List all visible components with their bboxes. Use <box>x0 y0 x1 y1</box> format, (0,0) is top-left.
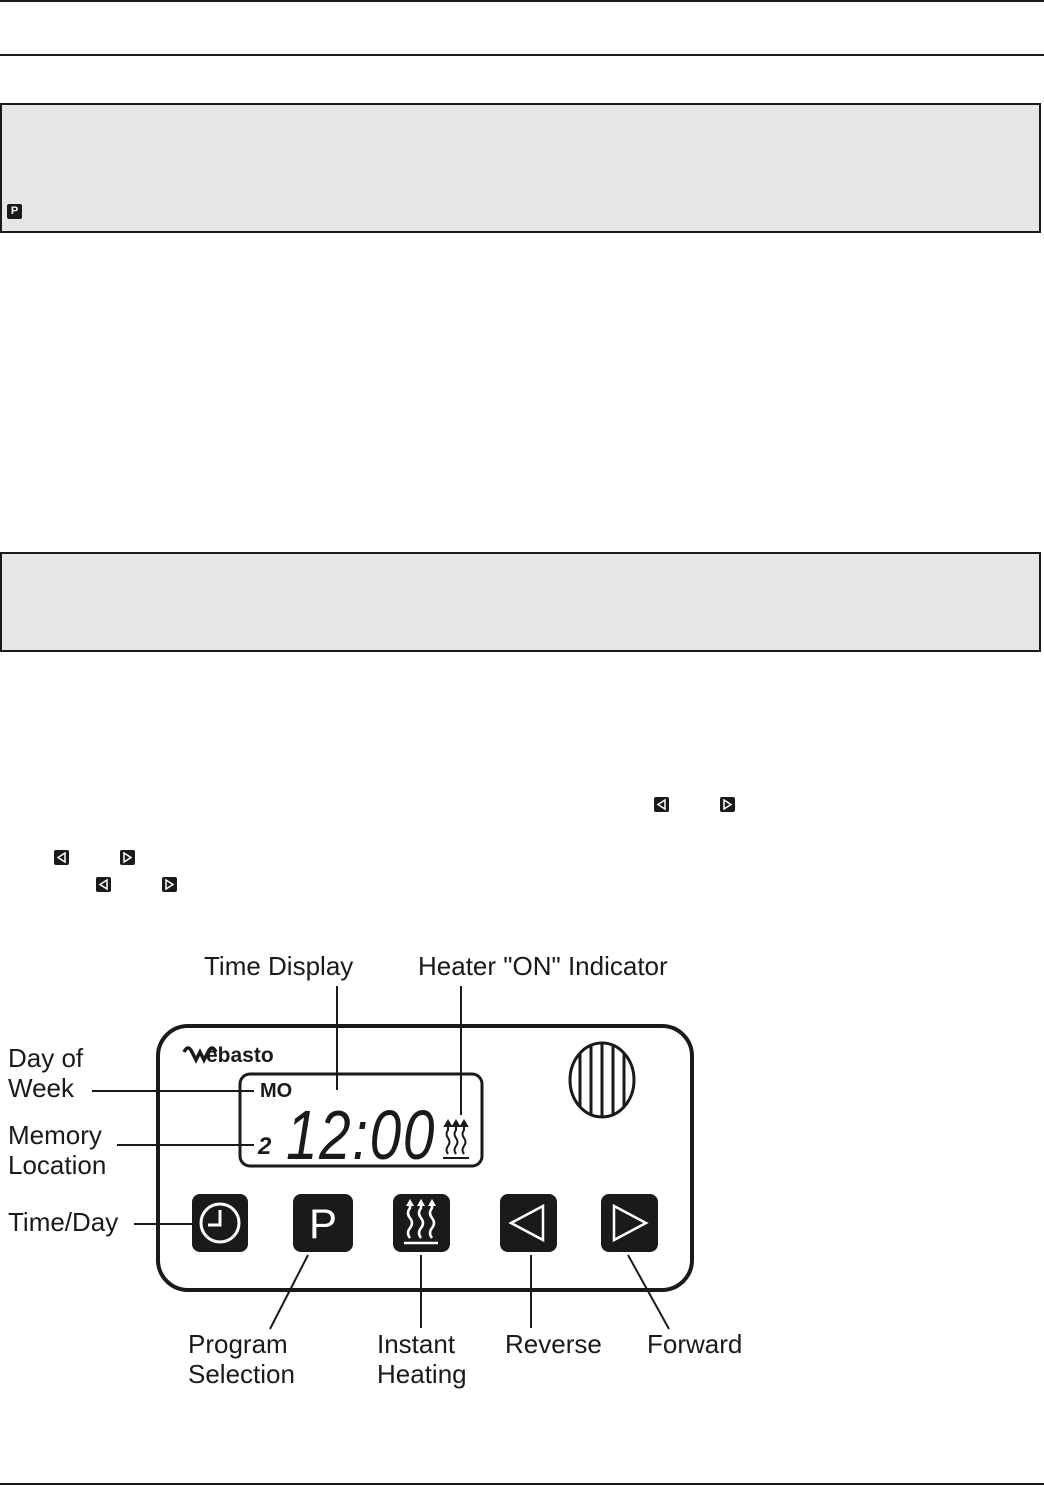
memory-location-label: Location <box>8 1150 107 1180</box>
time-day-label: Time/Day <box>8 1207 119 1237</box>
callout-box-1 <box>0 103 1041 233</box>
program-button-label: P <box>308 1200 338 1247</box>
reverse-key-icon <box>654 797 669 812</box>
forward-label: Forward <box>647 1329 743 1359</box>
timer-diagram <box>0 940 1044 1410</box>
reverse-key-icon <box>54 850 69 865</box>
callout-box-2 <box>0 552 1041 652</box>
header-rule <box>0 54 1044 56</box>
memory-location-readout: 2 <box>258 1133 272 1160</box>
day-of-week-label: Week <box>8 1073 74 1103</box>
forward-key-icon <box>162 877 177 892</box>
day-of-week-readout: MO <box>260 1080 293 1102</box>
speaker-grille <box>570 1040 634 1120</box>
top-rule <box>0 0 1044 2</box>
program-key-icon: P <box>7 204 22 219</box>
memory-location-label: Memory <box>8 1120 102 1150</box>
time-day-button[interactable] <box>192 1194 248 1252</box>
instant-heating-label: Heating <box>377 1359 467 1389</box>
time-readout: 12:00 <box>286 1096 436 1174</box>
svg-text:ebasto: ebasto <box>206 1044 274 1067</box>
program-selection-label: Program <box>188 1329 288 1359</box>
day-of-week-label: Day of <box>8 1043 84 1073</box>
forward-button[interactable] <box>601 1194 658 1252</box>
reverse-key-icon <box>96 877 111 892</box>
instant-heating-label: Instant <box>377 1329 456 1359</box>
reverse-label: Reverse <box>505 1329 602 1359</box>
heater-on-label: Heater "ON" Indicator <box>418 951 668 981</box>
reverse-button[interactable] <box>500 1194 557 1252</box>
bottom-rule <box>0 1483 1044 1485</box>
instant-heating-button[interactable] <box>393 1194 450 1252</box>
time-display-label: Time Display <box>204 951 354 981</box>
program-selection-label: Selection <box>188 1359 295 1389</box>
program-selection-button[interactable] <box>293 1194 353 1252</box>
forward-key-icon <box>120 850 135 865</box>
forward-key-icon <box>720 797 735 812</box>
